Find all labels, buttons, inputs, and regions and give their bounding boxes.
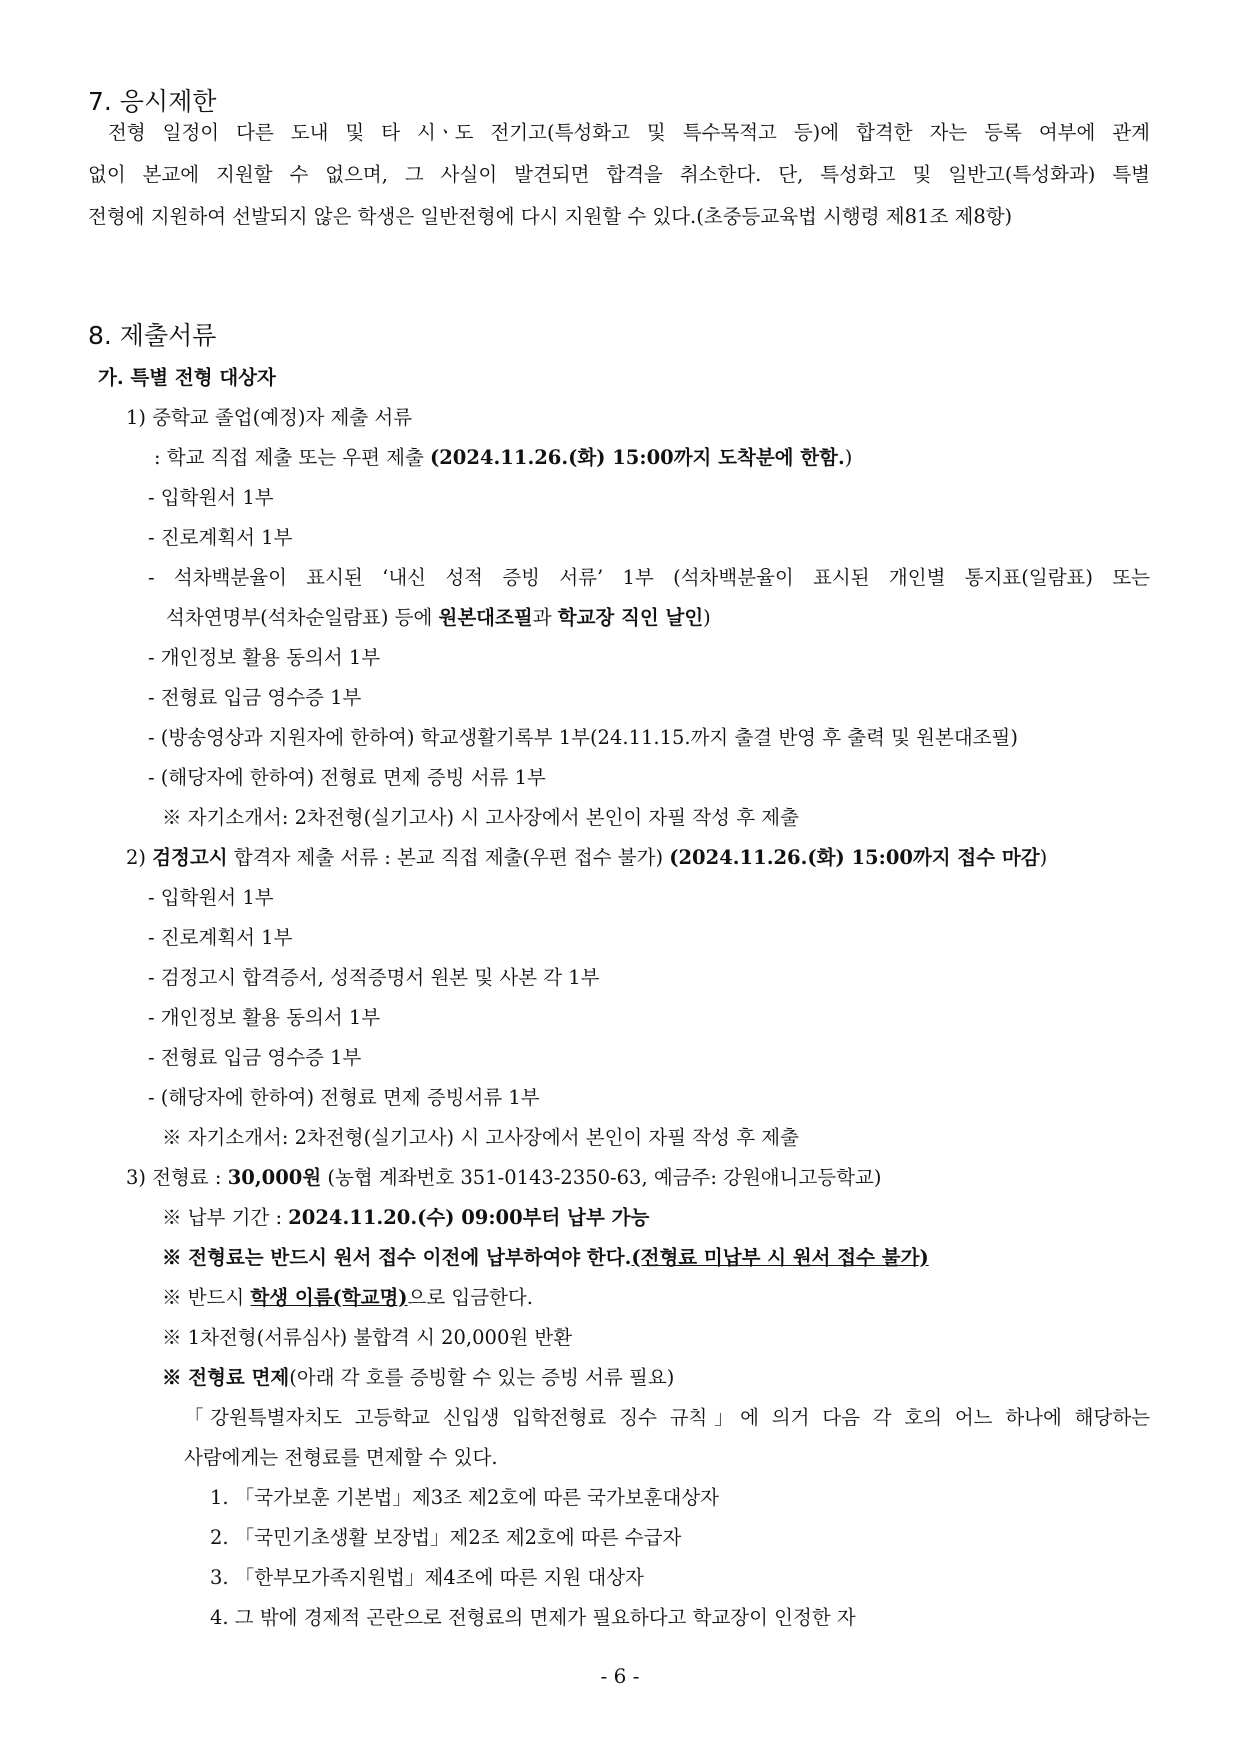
- submit-note-prefix: : 학교 직접 제출 또는 우편 제출: [154, 446, 431, 469]
- rank-line-2-principal-seal: 학교장 직인 날인: [557, 606, 704, 629]
- fee-exemption-title: [162, 1358, 674, 1398]
- deposit-name-rule: [162, 1278, 533, 1318]
- payment-period-value: 2024.11.20.(수) 09:00부터 납부 가능: [288, 1206, 650, 1229]
- ged-doc-application-form: - 입학원서 1부: [148, 886, 274, 909]
- fee-amount: 30,000원: [227, 1166, 322, 1189]
- doc-school-record: - (방송영상과 지원자에 한하여) 학교생활기록부 1부(24.11.15.까지 출결 반영 후 출력 및 원본대조필): [148, 726, 1018, 749]
- rank-line-2-close: ): [703, 606, 711, 629]
- section-7-line-3: 전형에 지원하여 선발되지 않은 학생은 일반전형에 다시 지원할 수 있다.(초중등교육법 시행령 제81조 제8항): [88, 205, 1013, 228]
- section-7-line-2: 없이 본교에 지원할 수 없으며, 그 사실이 발견되면 합격을 취소한다. 단, 특성화고 및 일반고(특성화과) 특별: [88, 163, 1150, 186]
- item-3-title: [126, 1158, 881, 1198]
- payment-period-label: ※ 납부 기간 :: [162, 1206, 289, 1229]
- subsection-a-title: 가. 특별 전형 대상자: [98, 366, 276, 389]
- payment-period: [162, 1198, 649, 1238]
- doc-fee-exemption: - (해당자에 한하여) 전형료 면제 증빙 서류 1부: [148, 766, 546, 789]
- item-2-deadline: (2024.11.26.(화) 15:00까지 접수 마감: [669, 846, 1040, 869]
- item-2-number: 2): [126, 846, 153, 869]
- doc-career-plan: - 진로계획서 1부: [148, 526, 293, 549]
- item-1-submit-note: [154, 438, 852, 478]
- exemption-item-2: 2. 「국민기초생활 보장법」제2조 제2호에 따른 수급자: [210, 1526, 682, 1549]
- bank-account-info: (농협 계좌번호 351-0143-2350-63, 예금주: 강원애니고등학교): [321, 1166, 882, 1189]
- page-number: - 6 -: [600, 1664, 640, 1688]
- rank-line-2-and: 과: [532, 606, 558, 629]
- section-7-paragraph: [88, 112, 1150, 238]
- doc-rank-line-1: - 석차백분율이 표시된 ‘내신 성적 증빙 서류’ 1부 (석차백분율이 표시된 개인별 통지표(일람표) 또는: [148, 566, 1150, 589]
- ged-doc-career-plan: - 진로계획서 1부: [148, 926, 293, 949]
- item-2-title: [126, 838, 1047, 878]
- fee-exemption-condition: (아래 각 호를 증빙할 수 있는 증빙 서류 필요): [289, 1366, 675, 1389]
- exemption-item-4: 4. 그 밖에 경제적 곤란으로 전형료의 면제가 필요하다고 학교장이 인정한 자: [210, 1606, 856, 1629]
- submit-note-suffix: ): [844, 446, 853, 469]
- doc-privacy-consent: - 개인정보 활용 동의서 1부: [148, 646, 381, 669]
- ged-doc-fee-receipt: - 전형료 입금 영수증 1부: [148, 1046, 362, 1069]
- exemption-item-3: 3. 「한부모가족지원법」제4조에 따른 지원 대상자: [210, 1566, 644, 1589]
- section-8-heading: 8. 제출서류: [88, 321, 217, 350]
- deposit-name-suffix: 으로 입금한다.: [407, 1286, 533, 1309]
- deposit-name-format: 학생 이름(학교명): [250, 1286, 408, 1309]
- deposit-name-prefix: ※ 반드시: [162, 1286, 251, 1309]
- rank-line-2-original-copy: 원본대조필: [438, 606, 533, 629]
- payment-before-application: [162, 1238, 929, 1278]
- fee-exemption-label: ※ 전형료 면제: [162, 1366, 290, 1389]
- doc-application-form: - 입학원서 1부: [148, 486, 274, 509]
- self-intro-note-1: ※ 자기소개서: 2차전형(실기고사) 시 고사장에서 본인이 자필 작성 후 제출: [162, 806, 799, 829]
- item-2-ged: 검정고시: [152, 846, 228, 869]
- payment-rule-warning: (전형료 미납부 시 원서 접수 불가): [631, 1246, 929, 1269]
- section-7-heading: 7. 응시제한: [88, 87, 217, 116]
- section-7-line-1: 전형 일정이 다른 도내 및 타 시ㆍ도 전기고(특성화고 및 특수목적고 등)에 합격한 자는 등록 여부에 관계: [108, 121, 1150, 144]
- ged-doc-certificates: - 검정고시 합격증서, 성적증명서 원본 및 사본 각 1부: [148, 966, 600, 989]
- exemption-item-1: 1. 「국가보훈 기본법」제3조 제2호에 따른 국가보훈대상자: [210, 1486, 719, 1509]
- exemption-rule-line-1: 「강원특별자치도 고등학교 신입생 입학전형료 징수 규칙」에 의거 다음 각 호의 어느 하나에 해당하는: [184, 1406, 1150, 1429]
- submit-deadline: (2024.11.26.(화) 15:00까지 도착분에 한함.: [430, 446, 845, 469]
- item-2-close: ): [1039, 846, 1048, 869]
- payment-rule: ※ 전형료는 반드시 원서 접수 이전에 납부하여야 한다.: [162, 1246, 632, 1269]
- ged-doc-privacy-consent: - 개인정보 활용 동의서 1부: [148, 1006, 381, 1029]
- self-intro-note-2: ※ 자기소개서: 2차전형(실기고사) 시 고사장에서 본인이 자필 작성 후 제출: [162, 1126, 799, 1149]
- item-2-text: 합격자 제출 서류 : 본교 직접 제출(우편 접수 불가): [227, 846, 670, 869]
- item-3-label: 3) 전형료 :: [126, 1166, 228, 1189]
- doc-rank-line-2: [166, 598, 711, 638]
- doc-fee-receipt: - 전형료 입금 영수증 1부: [148, 686, 362, 709]
- rank-line-2-text: 석차연명부(석차순일람표) 등에: [166, 606, 439, 629]
- refund-note: ※ 1차전형(서류심사) 불합격 시 20,000원 반환: [162, 1326, 573, 1349]
- ged-doc-fee-exemption: - (해당자에 한하여) 전형료 면제 증빙서류 1부: [148, 1086, 540, 1109]
- item-1-title: 1) 중학교 졸업(예정)자 제출 서류: [126, 406, 413, 429]
- exemption-rule-line-2: 사람에게는 전형료를 면제할 수 있다.: [184, 1446, 498, 1469]
